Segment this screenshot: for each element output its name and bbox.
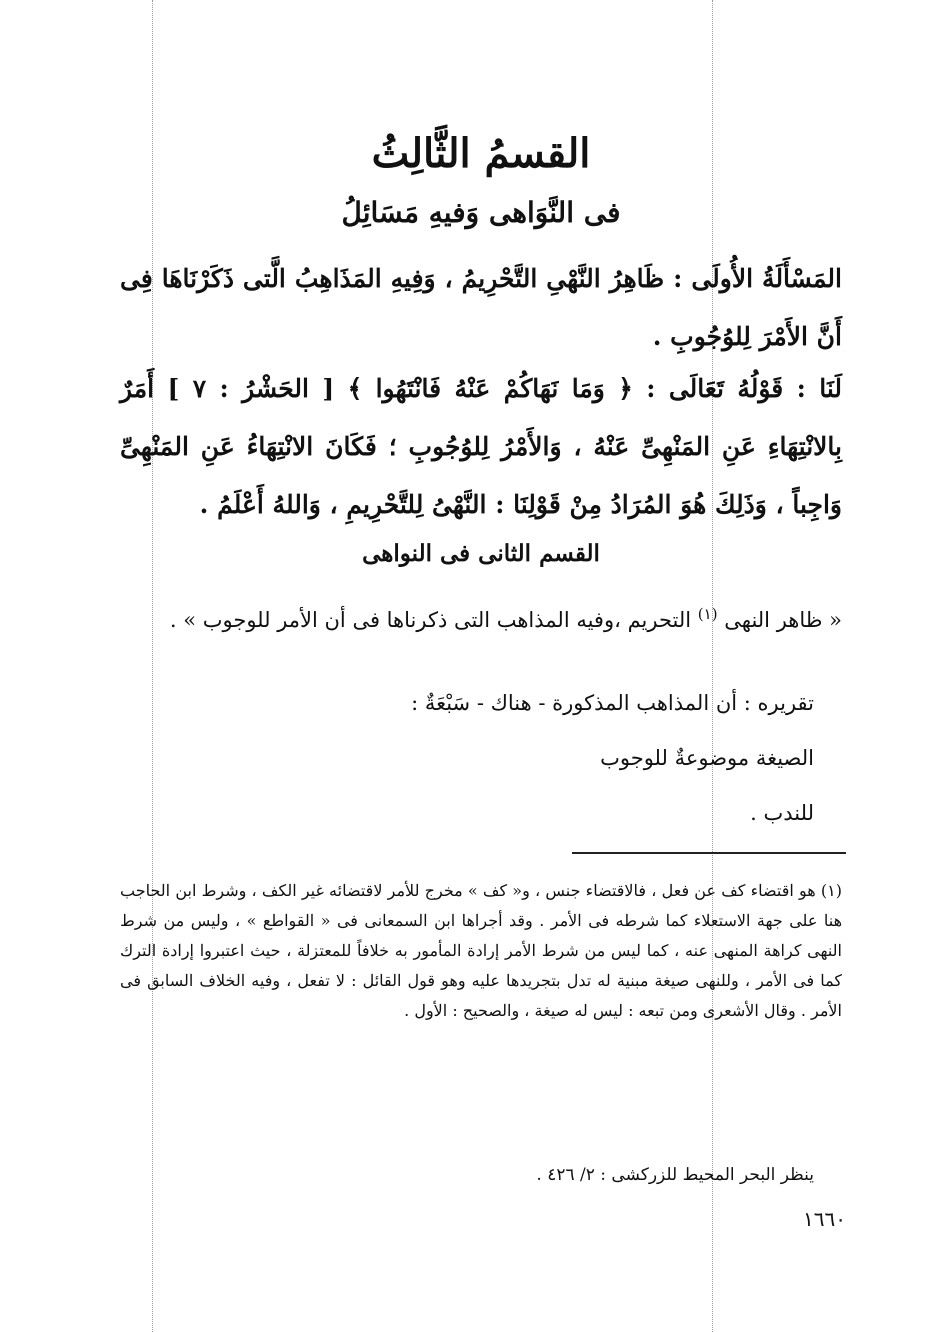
proof-paragraph: لَنَا : قَوْلُهُ تَعَالَى : ﴿ وَمَا نَهَاكُمْ عَنْهُ فَانْتَهُوا ﴾ [ الحَشْرُ : ٧ ] أَمَرٌ بِالانْتِهَاءِ عَنِ المَنْهِىِّ عَنْهُ ، وَالأَمْرُ لِلوُجُوبِ ؛ فَكَانَ الانْتِهَاءُ عَنِ المَنْهِىِّ وَاجِباً ، وَذَلِكَ هُوَ المُرَادُ مِنْ قَوْلِنَا : النَّهْىُ لِلتَّحْرِيمِ ، وَاللهُ أَعْلَمُ . [120, 374, 842, 519]
quote-text-start: « ظاهر النهى [724, 608, 842, 632]
issue-one-paragraph: المَسْأَلَةُ الأُولَى : ظَاهِرُ النَّهْىِ التَّحْرِيمُ ، وَفِيهِ المَذَاهِبُ الَّتى ذَكَرْنَاهَا فِى أَنَّ الأَمْرَ لِلوُجُوبِ . [120, 264, 842, 351]
section-title: القسمُ الثَّالِثُ [371, 130, 591, 177]
section-subtitle: فى النَّوَاهى وَفيهِ مَسَائِلُ [341, 196, 621, 229]
reference-line: ينظر البحر المحيط للزركشى : ٢/ ٤٢٦ . [536, 1165, 814, 1185]
footnote-text: (١) هو اقتضاء كف عن فعل ، فالاقتضاء جنس ، و« كف » مخرج للأمر لاقتضائه غير الكف ، وشرط ابن الحاجب هنا على جهة الاستعلاء كما شرطه فى الأمر . وقد أجراها ابن السمعانى فى « القواطع » ، وليس من شرط النهى كراهة المنهى عنه ، كما ليس من شرط الأمر إرادة المأمور به خلافاً للمعتزلة ، حيث اعتبروا إرادة الترك كما فى الأمر ، وللنهى صيغة مبنية له تدل بتجريدها عليه وهو قول القائل : لا تفعل ، وفيه الخلاف السابق فى الأمر . وقال الأشعرى ومن تبعه : ليس له صيغة ، والصحيح : الأول . [120, 881, 842, 1020]
page-number: ١٦٦٠ [803, 1207, 846, 1231]
quote-text-end: التحريم ،وفيه المذاهب التى ذكرناها فى أن الأمر للوجوب » . [169, 608, 692, 632]
commentary-heading: القسم الثانى فى النواهى [362, 540, 600, 567]
doctrine-item-1: الصيغة موضوعةٌ للوجوب [600, 746, 814, 770]
doctrine-item-2: للندب . [750, 801, 814, 825]
footnote-separator [572, 852, 846, 854]
footnote-reference[interactable]: (١) [697, 605, 718, 623]
explanation-line: تقريره : أن المذاهب المذكورة - هناك - سَبْعَةٌ : [411, 691, 814, 715]
quoted-text-paragraph [120, 593, 842, 641]
